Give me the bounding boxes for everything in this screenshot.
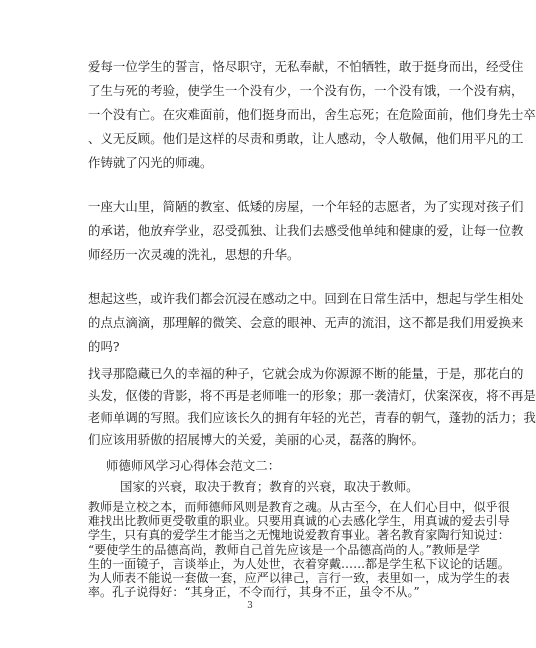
paragraph-line: 教师是立校之本，而师德师风则是教育之魂。从古至今，在人们心目中，似乎很: [88, 500, 510, 514]
paragraph-line: “要使学生的品德高尚，教师自己首先应该是一个品德高尚的人。”教师是学: [88, 542, 480, 557]
paragraph-line: 、义无反顾。他们是这样的尽责和勇敢，让人感动，令人敬佩，他们用平凡的工: [88, 131, 524, 146]
paragraph-line: 一个没有亡。在灾难面前，他们挺身而出，舍生忘死；在危险面前，他们身先士卒: [88, 107, 536, 122]
paragraph-line: 了生与死的考验，使学生一个没有少，一个没有伤，一个没有饿，一个没有病，: [88, 83, 524, 98]
paragraph-line: 师经历一次灵魂的洗礼，思想的升华。: [88, 247, 300, 262]
paragraph-line: 一座大山里，简陋的教室、低矮的房屋，一个年轻的志愿者，为了实现对孩子们: [88, 199, 524, 214]
paragraph-line: 想起这些，或许我们都会沉浸在感动之中。回到在日常生活中，想起与学生相处: [88, 291, 524, 306]
paragraph-line: 的承诺，他放弃学业，忍受孤独、让我们去感受他单纯和健康的爱，让每一位教: [88, 223, 524, 238]
paragraph-line: 学生，只有真的爱学生才能当之无愧地说爱教育事业。著名教育家陶行知说过：: [88, 528, 510, 543]
section-heading: 师德师风学习心得体会范文二：: [106, 458, 281, 473]
paragraph-line: 的点点滴滴，那理解的微笑、会意的眼神、无声的流泪，这不都是我们用爱换来: [88, 315, 524, 330]
page-number: 3: [247, 601, 253, 612]
paragraph-line: 的吗?: [88, 339, 120, 354]
paragraph-line: 为人师表不能说一套做一套，应严以律己，言行一致，表里如一，成为学生的表: [88, 571, 510, 585]
paragraph-line: 头发，伛偻的背影，将不再是老师唯一的形象；那一袭清灯，伏案深夜，将不再是: [88, 388, 536, 403]
paragraph-line: 爱每一位学生的誓言，恪尽职守，无私奉献，不怕牺牲，敢于挺身而出，经受住: [88, 59, 524, 74]
paragraph-line: 老师单调的写照。我们应该长久的拥有年轻的光芒，青春的朝气，蓬勃的活力；我: [88, 410, 536, 425]
paragraph-line: 率。孔子说得好：“其身正，不令而行，其身不正，虽令不从。”: [88, 585, 420, 600]
paragraph-line: 难找出比教师更受敬重的职业。只要用真诚的心去感化学生，用真诚的爱去引导: [88, 514, 510, 529]
paragraph-line: 们应该用骄傲的招展博大的关爱，美丽的心灵，磊落的胸怀。: [88, 432, 424, 447]
paragraph-line: 找寻那隐藏已久的幸福的种子，它就会成为你源源不断的能量，于是，那花白的: [88, 366, 524, 381]
paragraph-line: 生的一面镜子，言谈举止，为人处世，衣着穿戴……都是学生私下议论的话题。: [88, 556, 510, 571]
paragraph-line: 国家的兴衰，取决于教育；教育的兴衰，取决于教师。: [120, 479, 419, 494]
paragraph-line: 作铸就了闪光的师魂。: [88, 155, 213, 170]
